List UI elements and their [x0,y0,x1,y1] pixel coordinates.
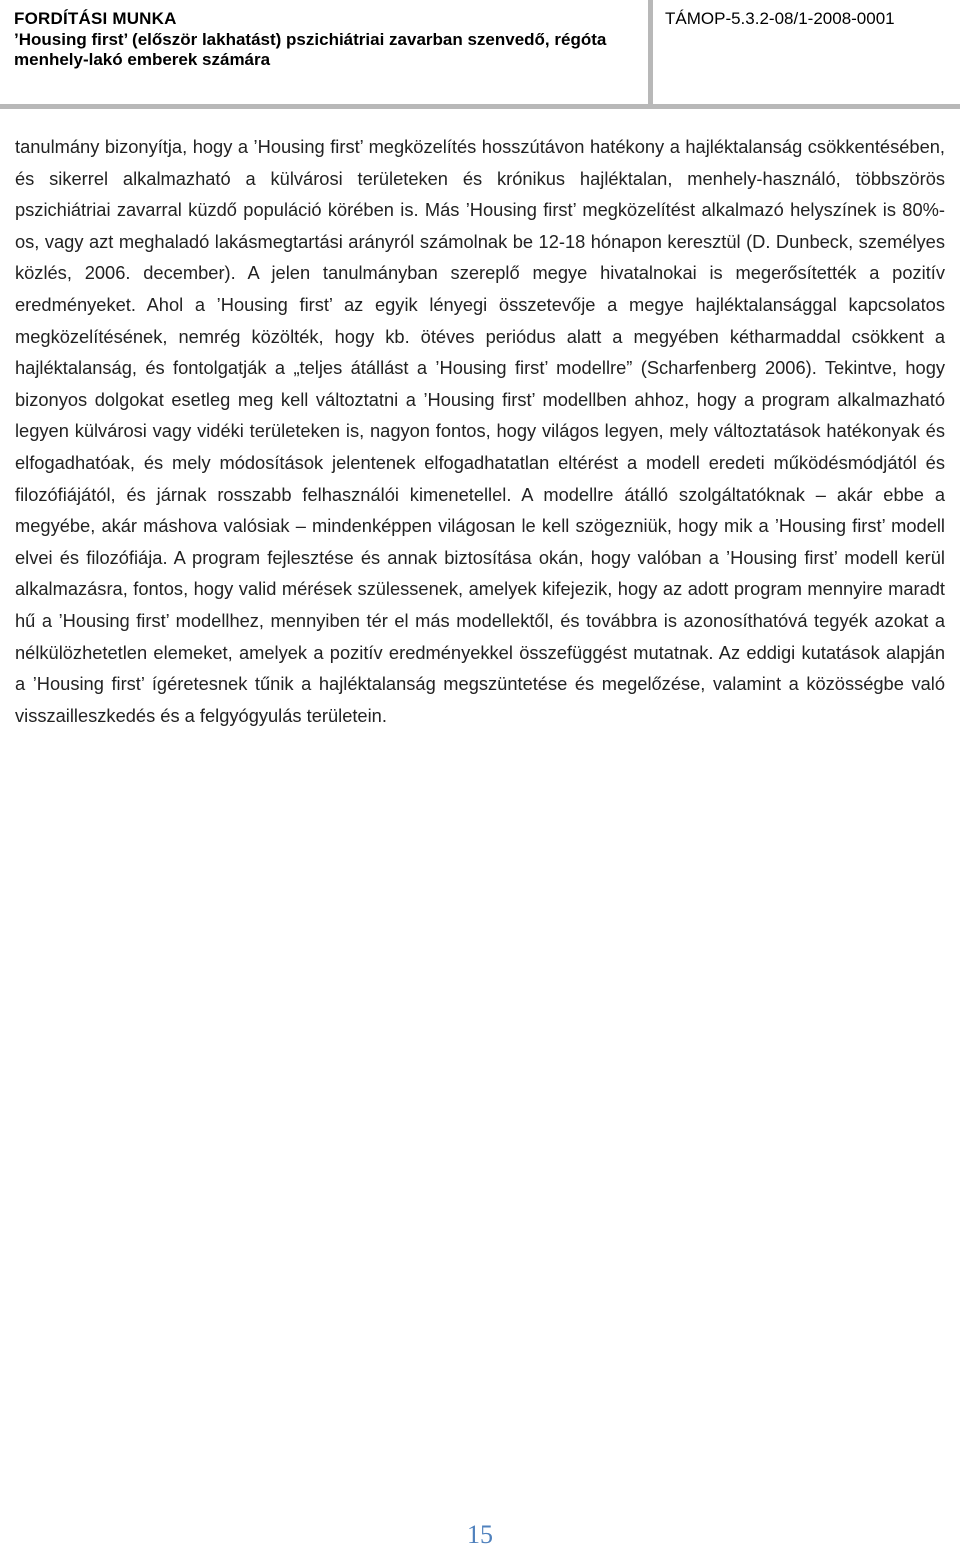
header-project-code: TÁMOP-5.3.2-08/1-2008-0001 [665,9,895,28]
page-number: 15 [467,1520,493,1549]
header-horizontal-divider [0,104,960,109]
page-header [0,0,960,110]
header-vertical-divider [648,0,653,106]
header-subtitle: ’Housing first’ (először lakhatást) pszichiátriai zavarban szenvedő, régóta menhely-lakó emberek számára [14,30,607,69]
header-title: FORDÍTÁSI MUNKA [14,9,177,28]
body-paragraph: tanulmány bizonyítja, hogy a ’Housing first’ megközelítés hosszútávon hatékony a hajléktalanság csökkentésében, és sikerrel alkalmazható a külvárosi területeken és krónikus hajléktalan, menhely-használó, többszörös pszichiátriai zavarral küzdő populáció körében is. Más ’Housing first’ megközelítést alkalmazó helyszínek is 80%-os, vagy azt meghaladó lakásmegtartási arányról számolnak be 12-18 hónapon keresztül (D. Dunbeck, személyes közlés, 2006. december). A jelen tanulmányban szereplő megye hivatalnokai is megerősítették a pozitív eredményeket. Ahol a ’Housing first’ az egyik lényegi összetevője a megye hajléktalansággal kapcsolatos megközelítésének, nemrég közölték, hogy kb. ötéves periódus alatt a megyében kétharmaddal csökkent a hajléktalanság, és fontolgatják a „teljes átállást a ’Housing first’ modellre” (Scharfenberg 2006). Tekintve, hogy bizonyos dolgokat esetleg meg kell változtatni a ’Housing first’ modellben ahhoz, hogy a program alkalmazható legyen külvárosi vagy vidéki területeken is, nagyon fontos, hogy világos legyen, mely változtatások hatékonyak és elfogadhatóak, és mely módosítások jelentenek elfogadhatatlan eltérést a modell eredeti működésmódjától és filozófiájától, és járnak rosszabb felhasználói kimenetellel. A modellre átálló szolgáltatóknak – akár ebbe a megyébe, akár máshova valósiak – mindenképpen világosan le kell szögezniük, hogy mik a ’Housing first’ modell elvei és filozófiája. A program fejlesztése és annak biztosítása okán, hogy valóban a ’Housing first’ modell kerül alkalmazásra, fontos, hogy valid mérések szülessenek, amelyek kifejezik, hogy az adott program mennyire maradt hű a ’Housing first’ modellhez, mennyiben tér el más modellektől, és továbbra is azonosíthatóvá tegyék azokat a nélkülözhetetlen elemeket, amelyek a pozitív eredményekkel összefüggést mutatnak. Az eddigi kutatások alapján a ’Housing first’ ígéretesnek tűnik a hajléktalanság megszüntetése és megelőzése, valamint a közösségbe való visszailleszkedés és a felgyógyulás területein. [15,136,945,726]
header-left-block [14,8,642,70]
